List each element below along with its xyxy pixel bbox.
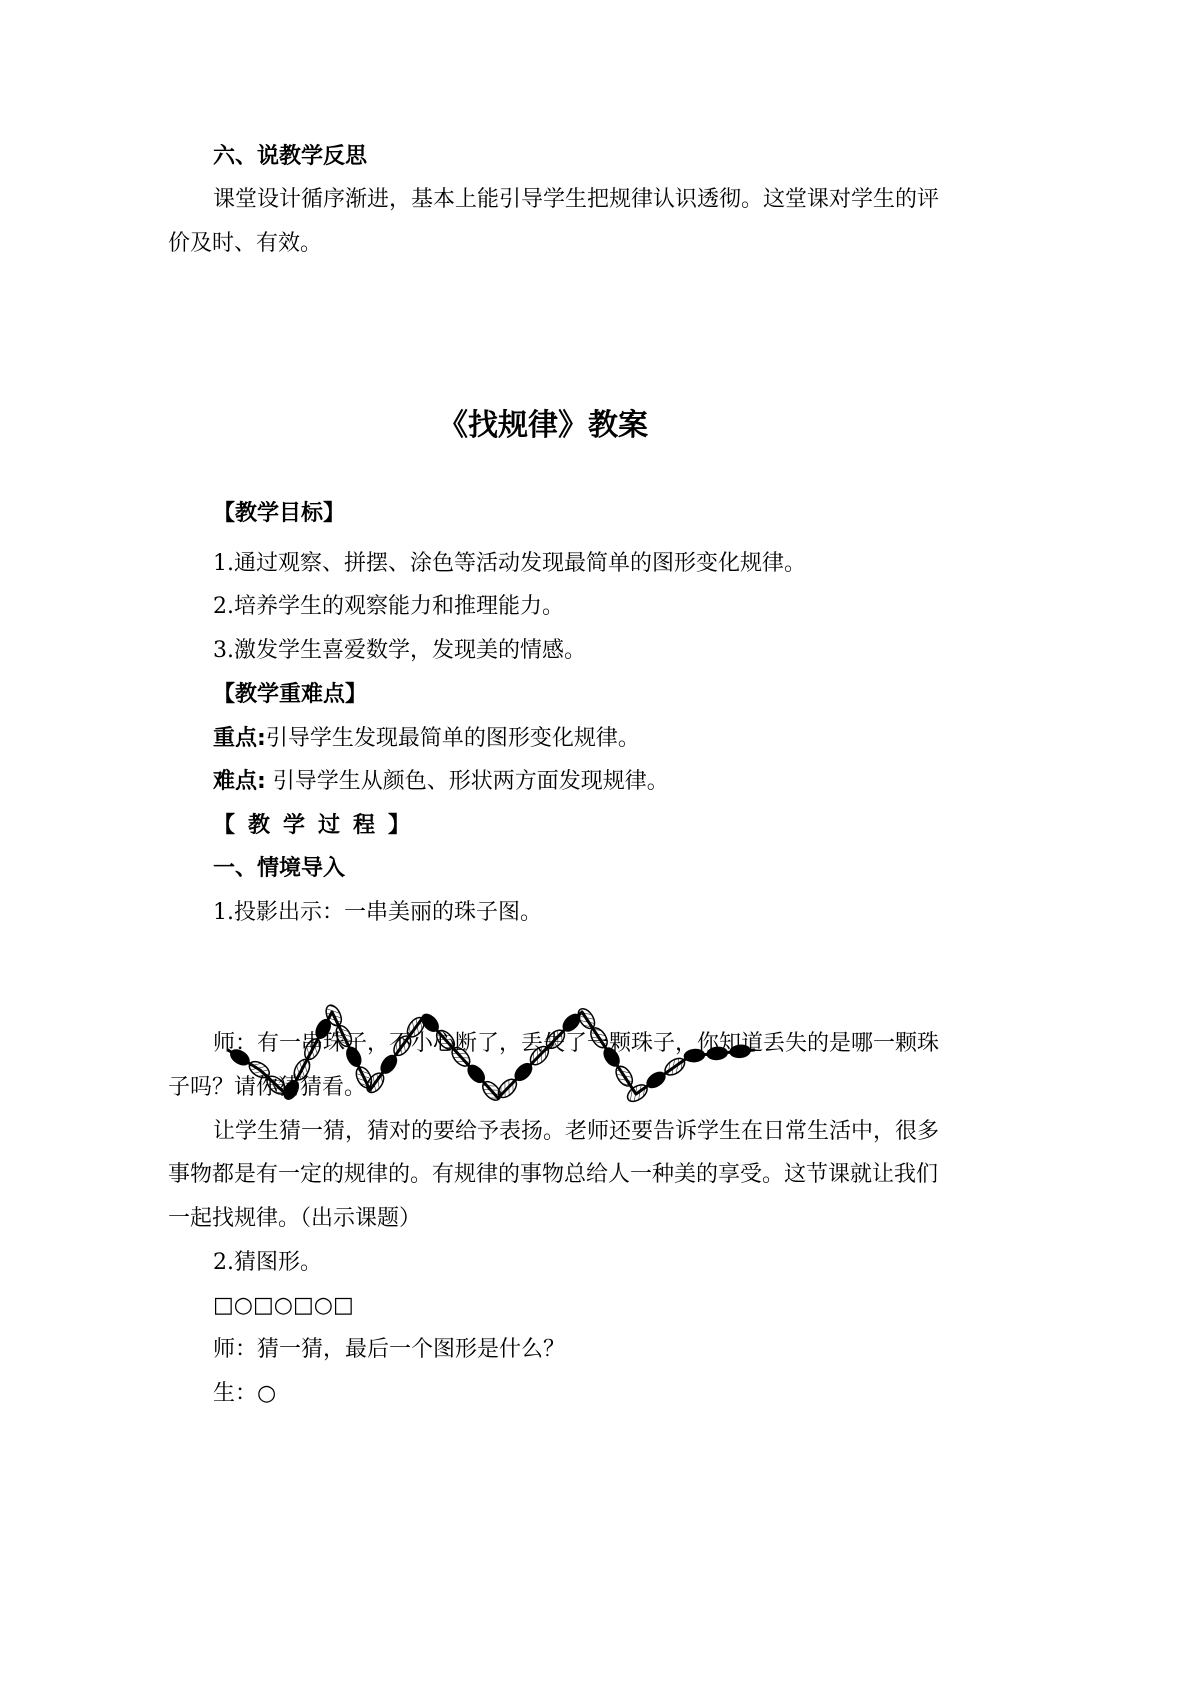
objective-item-2: 2.培养学生的观察能力和推理能力。 xyxy=(213,594,564,619)
reflection-text-line-2: 价及时、有效。 xyxy=(168,231,323,256)
teacher-question-line-1: 师：有一串珠子，不小心断了，丢失了一颗珠子，你知道丢失的是哪一颗珠 xyxy=(213,1031,940,1056)
shape-sequence: □○□○□○□ xyxy=(213,1293,354,1318)
bead-hatched xyxy=(613,1063,636,1089)
teacher-question-line-2: 子吗？请你猜猜看。 xyxy=(168,1075,367,1100)
student-answer: 生：○ xyxy=(213,1381,277,1406)
step-1-text: 1.投影出示：一串美丽的珠子图。 xyxy=(213,900,542,925)
objective-item-3: 3.激发学生喜爱数学，发现美的情感。 xyxy=(213,638,586,663)
intro-heading: 一、情境导入 xyxy=(213,856,346,881)
explanation-line-1: 让学生猜一猜，猜对的要给予表扬。老师还要告诉学生在日常生活中，很多 xyxy=(213,1119,940,1144)
objectives-heading: 【教学目标】 xyxy=(213,501,346,526)
document-title: 《找规律》教案 xyxy=(438,408,648,443)
focus-text: 引导学生发现最简单的图形变化规律。 xyxy=(265,726,640,751)
section-heading-reflection: 六、说教学反思 xyxy=(213,144,368,169)
difficulty-label: 难点: xyxy=(213,769,266,794)
teacher-question-2: 师：猜一猜，最后一个图形是什么？ xyxy=(213,1337,566,1362)
process-heading: 【教学过程】 xyxy=(213,813,424,838)
step-2-text: 2.猜图形。 xyxy=(213,1250,322,1275)
explanation-line-3: 一起找规律。（出示课题） xyxy=(168,1206,422,1231)
key-points-heading: 【教学重难点】 xyxy=(213,682,368,707)
focus-line xyxy=(213,724,640,754)
explanation-line-2: 事物都是有一定的规律的。有规律的事物总给人一种美的享受。这节课就让我们 xyxy=(168,1162,939,1187)
difficulty-line xyxy=(213,767,669,797)
objective-item-1: 1.通过观察、拼摆、涂色等活动发现最简单的图形变化规律。 xyxy=(213,551,806,576)
reflection-text-line-1: 课堂设计循序渐进，基本上能引导学生把规律认识透彻。这堂课对学生的评 xyxy=(213,187,940,212)
focus-label: 重点: xyxy=(213,726,266,751)
difficulty-text: 引导学生从颜色、形状两方面发现规律。 xyxy=(265,769,669,794)
